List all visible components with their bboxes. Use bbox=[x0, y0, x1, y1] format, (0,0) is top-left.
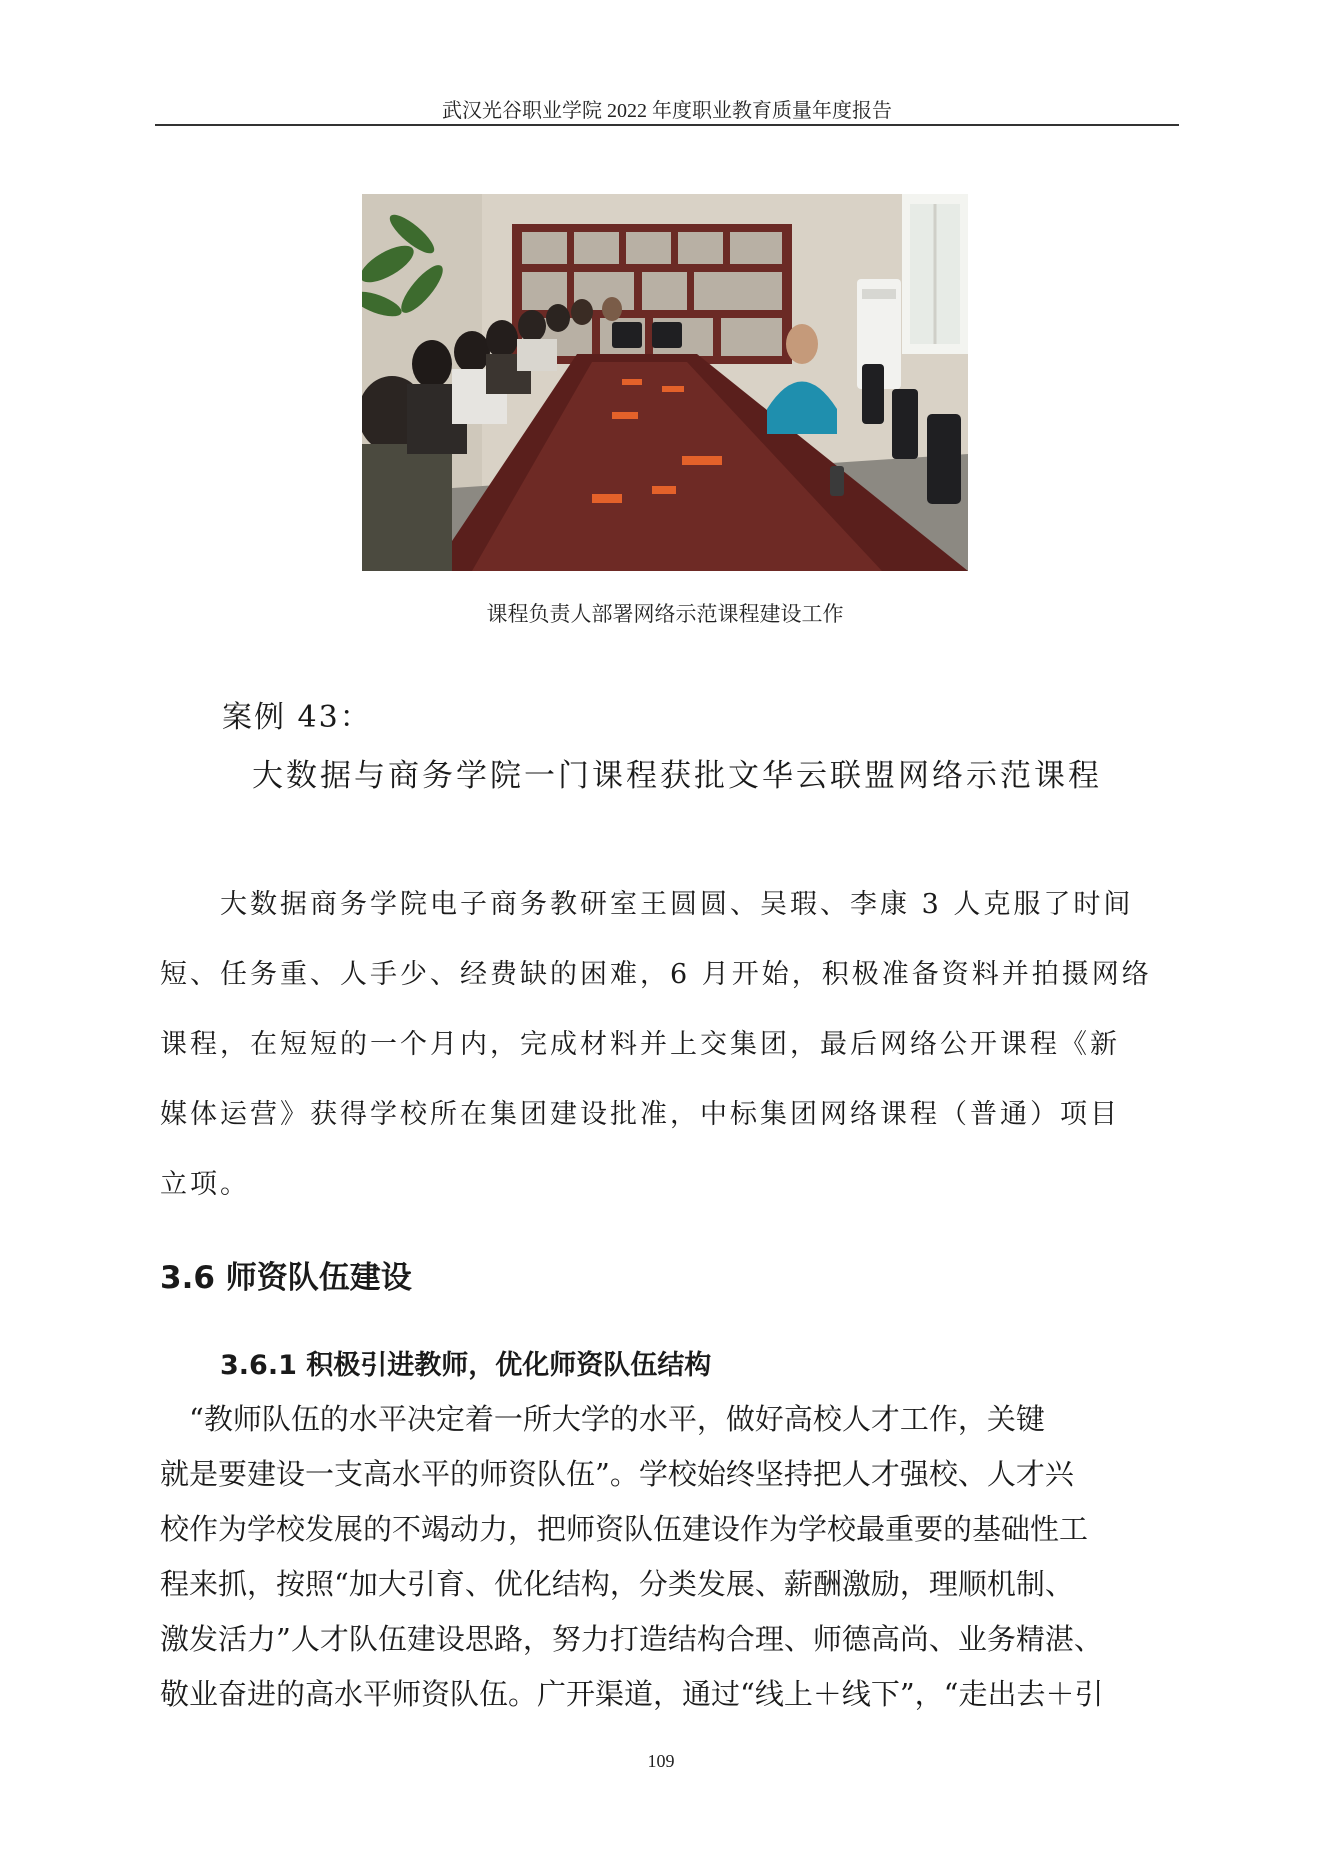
meeting-photo bbox=[362, 194, 968, 571]
section-body-line: 激发活力”人才队伍建设思路，努力打造结构合理、师德高尚、业务精湛、 bbox=[160, 1622, 1103, 1656]
case-body-line: 短、任务重、人手少、经费缺的困难，6 月开始，积极准备资料并拍摄网络 bbox=[160, 959, 1152, 990]
case-title: 大数据与商务学院一门课程获批文华云联盟网络示范课程 bbox=[252, 758, 1102, 794]
section-title: 3.6 师资队伍建设 bbox=[160, 1260, 412, 1296]
section-body-line: 程来抓，按照“加大引育、优化结构，分类发展、薪酬激励，理顺机制、 bbox=[160, 1567, 1074, 1601]
section-body-line: 就是要建设一支高水平的师资队伍”。学校始终坚持把人才强校、人才兴 bbox=[160, 1457, 1074, 1491]
section-body-line: 校作为学校发展的不竭动力，把师资队伍建设作为学校最重要的基础性工 bbox=[160, 1512, 1089, 1546]
running-header: 武汉光谷职业学院 2022 年度职业教育质量年度报告 bbox=[442, 100, 892, 122]
case-body-line: 大数据商务学院电子商务教研室王圆圆、吴瑕、李康 3 人克服了时间 bbox=[160, 889, 1134, 920]
case-label: 案例 43： bbox=[222, 700, 372, 735]
section-body-line: 敬业奋进的高水平师资队伍。广开渠道，通过“线上＋线下”，“走出去＋引 bbox=[160, 1677, 1104, 1711]
figure-caption: 课程负责人部署网络示范课程建设工作 bbox=[486, 602, 844, 626]
page-number: 109 bbox=[647, 1751, 675, 1771]
subsection-title: 3.6.1 积极引进教师，优化师资队伍结构 bbox=[220, 1350, 712, 1381]
case-body-line: 课程，在短短的一个月内，完成材料并上交集团，最后网络公开课程《新 bbox=[160, 1029, 1120, 1060]
case-body bbox=[160, 870, 1180, 1220]
case-body-line: 立项。 bbox=[160, 1169, 250, 1200]
case-body-line: 媒体运营》获得学校所在集团建设批准，中标集团网络课程（普通）项目 bbox=[160, 1099, 1120, 1130]
header-rule bbox=[155, 124, 1179, 126]
section-body bbox=[160, 1392, 1200, 1722]
section-body-line: “教师队伍的水平决定着一所大学的水平，做好高校人才工作，关键 bbox=[160, 1402, 1045, 1436]
